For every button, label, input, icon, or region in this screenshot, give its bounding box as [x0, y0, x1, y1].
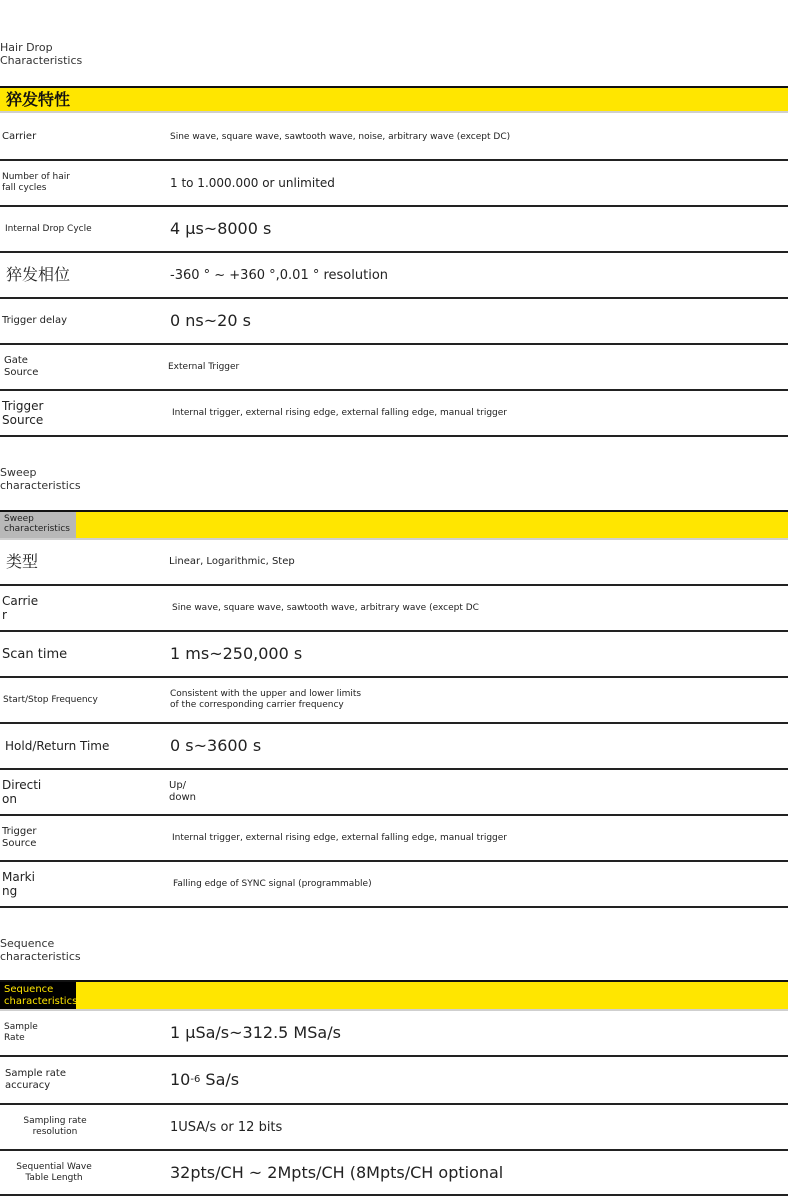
row-value: 1USA/s or 12 bits	[170, 1119, 283, 1135]
row-value: 1 ms~250,000 s	[170, 644, 303, 663]
section-bar-sequence	[0, 980, 788, 1011]
row-value	[170, 1057, 239, 1103]
section-bar-burst	[0, 86, 788, 113]
row-value: 4 μs~8000 s	[170, 219, 272, 238]
table-row	[0, 1105, 788, 1151]
table-row	[0, 299, 788, 345]
table-row	[0, 678, 788, 724]
table-row	[0, 253, 788, 299]
row-value: Sine wave, square wave, sawtooth wave, noise, arbitrary wave (except DC)	[170, 131, 511, 142]
table-row	[0, 345, 788, 391]
row-value: Consistent with the upper and lower limits of the corresponding carrier frequency	[170, 689, 362, 710]
table-row	[0, 632, 788, 678]
row-value: Sine wave, square wave, sawtooth wave, arbitrary wave (except DC	[172, 602, 479, 613]
table-row	[0, 816, 788, 862]
row-label: Sample Rate	[4, 1022, 38, 1043]
section-title-burst: Hair Drop Characteristics	[0, 41, 83, 67]
section-bar-tag: Sequence characteristics	[0, 982, 76, 1009]
row-label: Trigger Source	[2, 399, 44, 427]
table-row	[0, 115, 788, 161]
row-value: 1 μSa/s~312.5 MSa/s	[170, 1023, 341, 1042]
section-bar-label: 猝发特性	[6, 90, 71, 109]
row-value: 0 ns~20 s	[170, 311, 251, 330]
row-label: Hold/Return Time	[5, 739, 110, 753]
section-title-sequence: Sequence characteristics	[0, 937, 81, 963]
row-label: Sample rate accuracy	[5, 1068, 66, 1091]
row-value: -360 ° ~ +360 °,0.01 ° resolution	[170, 267, 389, 283]
table-row	[0, 586, 788, 632]
row-label: Start/Stop Frequency	[3, 694, 98, 705]
row-value: 1 to 1.000.000 or unlimited	[170, 176, 335, 190]
section-bar-sweep	[0, 510, 788, 540]
table-row	[0, 161, 788, 207]
row-label: Marking	[2, 870, 35, 898]
table-row	[0, 862, 788, 908]
row-label: Gate Source	[4, 355, 39, 378]
row-value: 0 s~3600 s	[170, 736, 262, 755]
section-title-sweep: Sweep characteristics	[0, 466, 81, 492]
table-row	[0, 1151, 788, 1196]
table-row	[0, 1011, 788, 1057]
value-base: 10	[170, 1070, 191, 1089]
row-label: Carrier	[2, 131, 37, 142]
row-label: Internal Drop Cycle	[5, 223, 92, 234]
row-value: 32pts/CH ~ 2Mpts/CH (8Mpts/CH optional	[170, 1162, 504, 1182]
row-label: Direction	[2, 778, 42, 806]
table-row	[0, 724, 788, 770]
table-row	[0, 770, 788, 816]
row-value: Up/ down	[169, 780, 196, 803]
table-row	[0, 540, 788, 586]
row-label: Scan time	[2, 646, 68, 662]
row-value: External Trigger	[168, 361, 240, 372]
row-label: Trigger delay	[2, 315, 67, 326]
section-bar-tag: Sweep characteristics	[0, 512, 76, 538]
table-row	[0, 1057, 788, 1105]
row-label: 类型	[6, 552, 39, 571]
row-label: Number of hair fall cycles	[2, 172, 70, 193]
row-label: Carrier	[2, 594, 39, 622]
row-value: Linear, Logarithmic, Step	[169, 556, 295, 567]
row-label: Sequential Wave Table Length	[16, 1161, 92, 1183]
value-unit: Sa/s	[200, 1070, 240, 1089]
row-value: Internal trigger, external rising edge, external falling edge, manual trigger	[172, 407, 507, 418]
row-label: 猝发相位	[6, 265, 71, 284]
table-row	[0, 391, 788, 437]
row-label: Trigger Source	[2, 826, 37, 849]
row-label: Sampling rate resolution	[23, 1116, 87, 1137]
value-exponent: -6	[190, 1074, 201, 1085]
table-row	[0, 207, 788, 253]
row-value: Internal trigger, external rising edge, external falling edge, manual trigger	[172, 832, 507, 843]
row-value: Falling edge of SYNC signal (programmable)	[173, 878, 372, 889]
